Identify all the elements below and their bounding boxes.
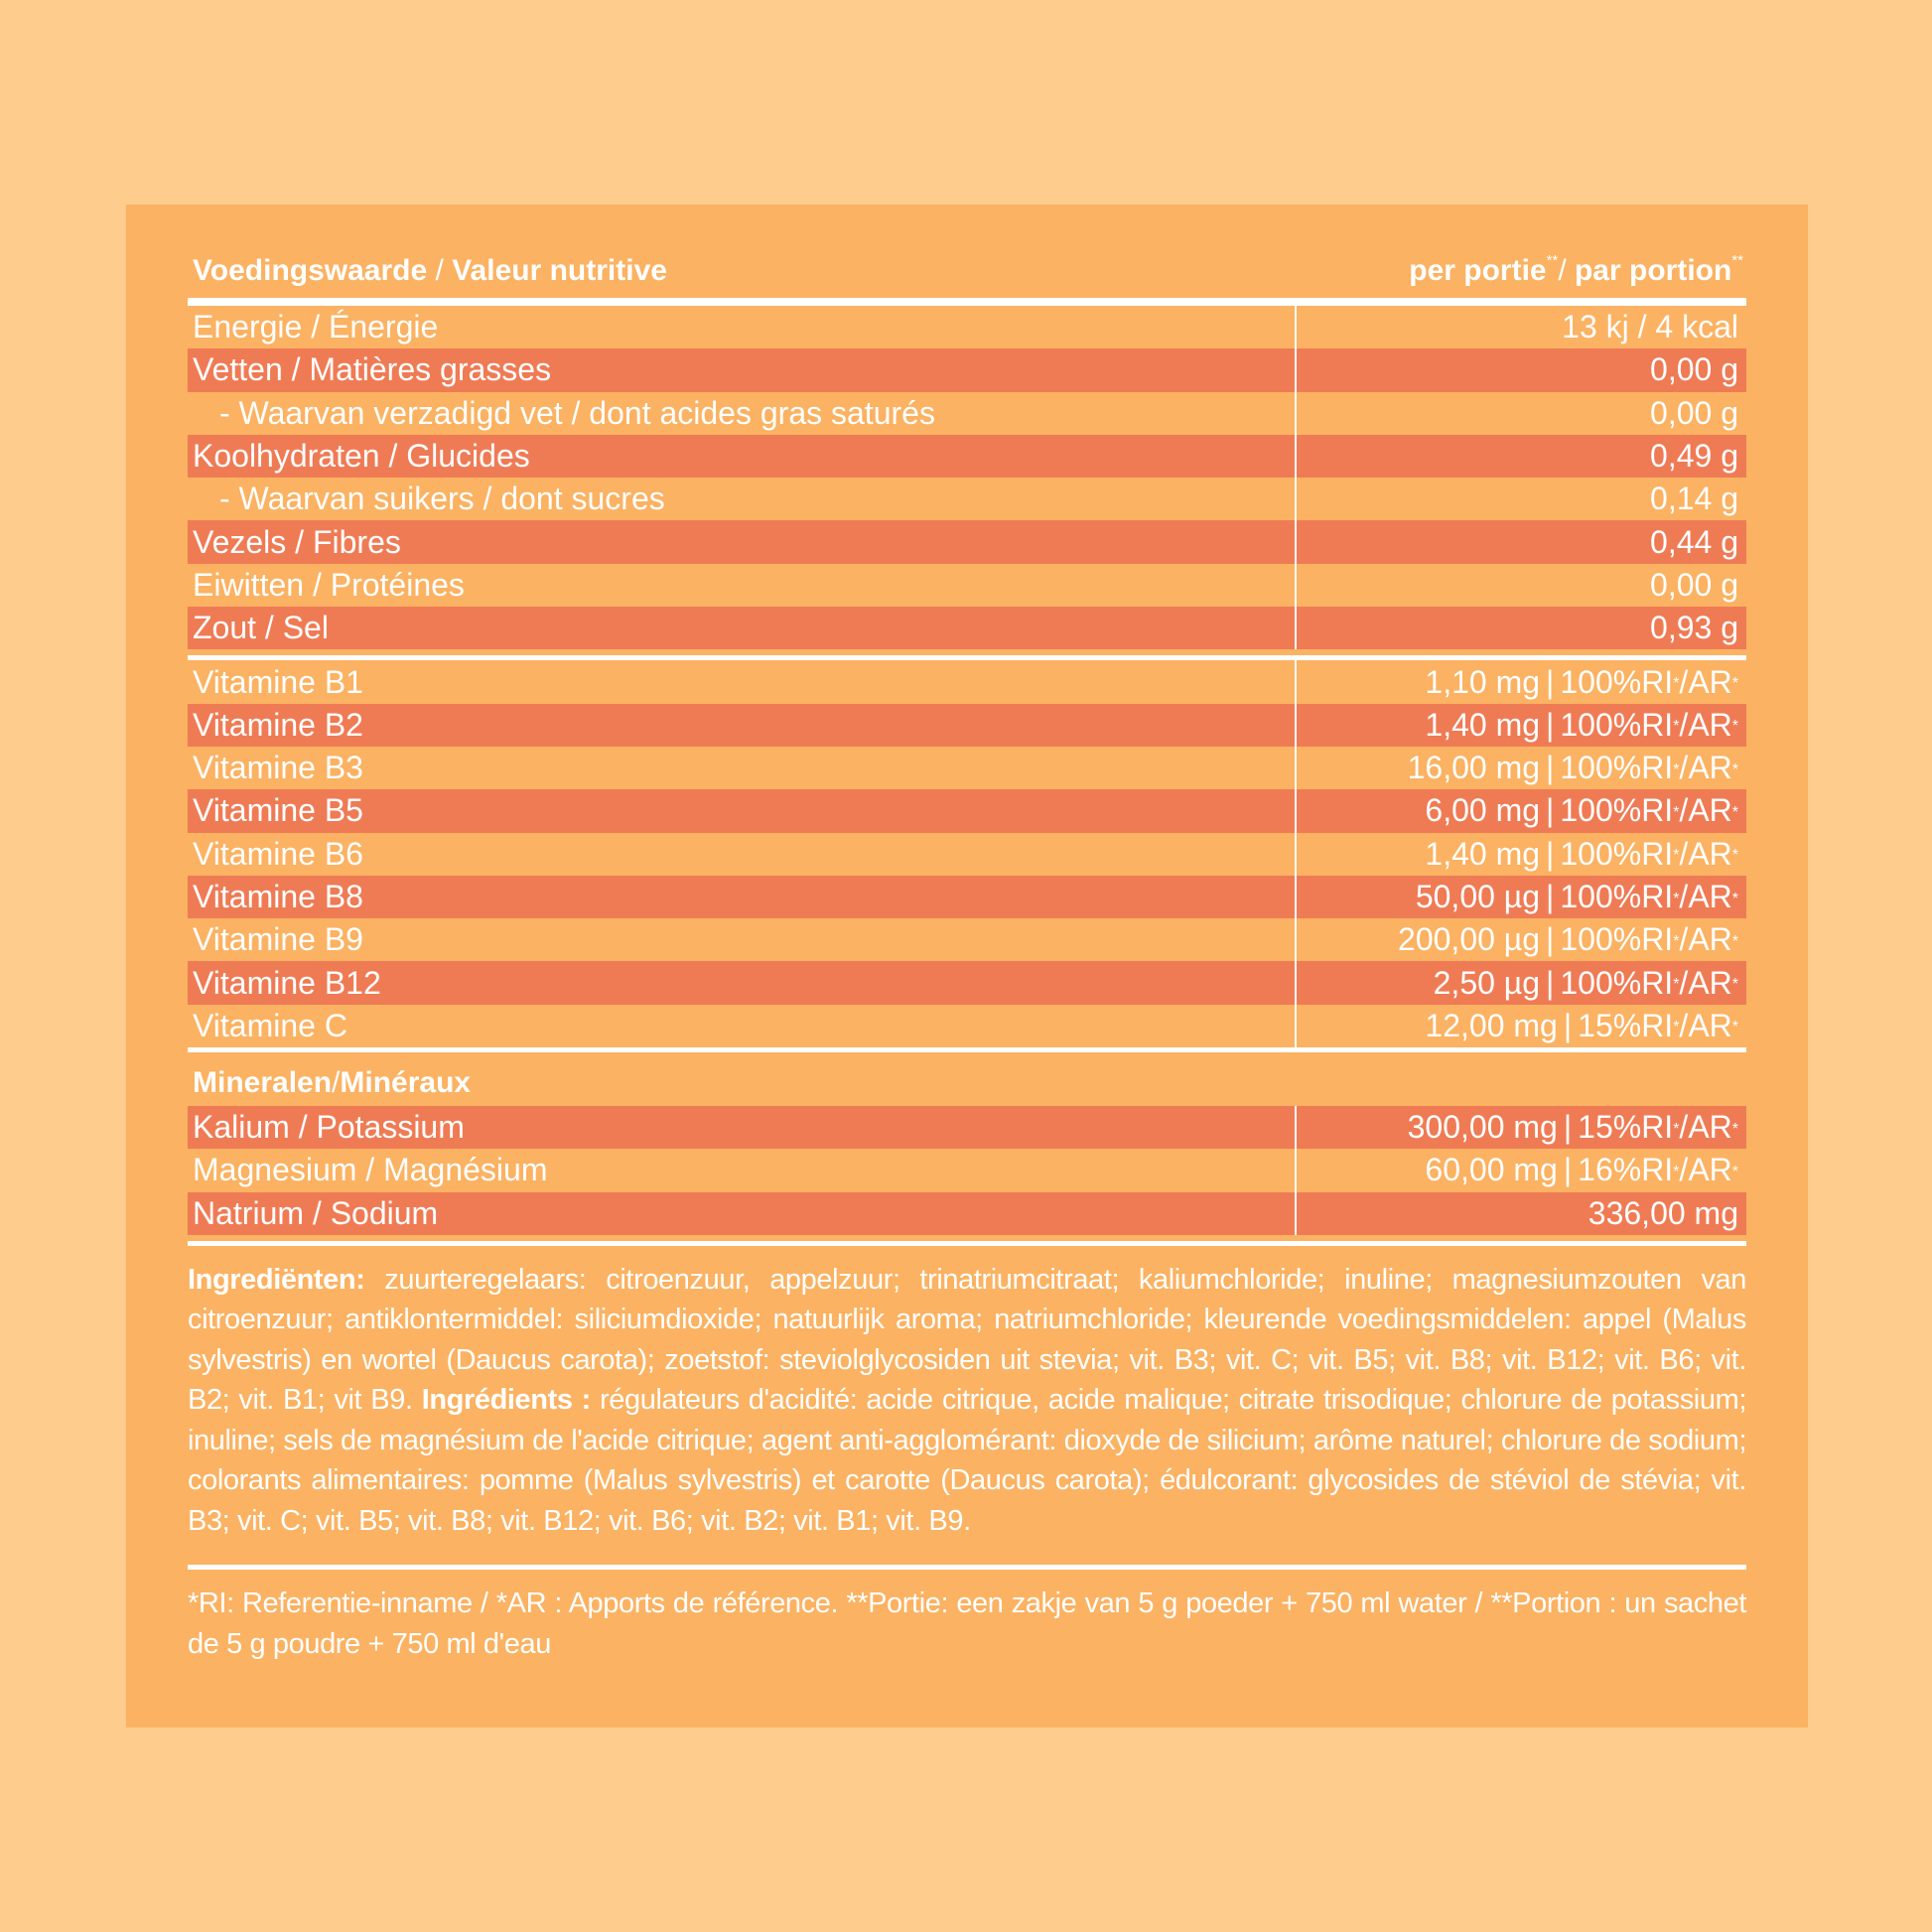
mineral-row <box>188 1149 1746 1191</box>
nutrition-value: 0,00 g <box>1295 392 1746 435</box>
vitamin-label: Vitamine C <box>193 1007 347 1043</box>
vitamin-row <box>188 833 1746 876</box>
ingredients-label-nl: Ingrediënten: <box>188 1263 365 1296</box>
ri-label: RI <box>1641 1152 1674 1188</box>
mineral-rows <box>188 1106 1746 1235</box>
vitamin-row <box>188 704 1746 747</box>
nutrition-panel <box>126 205 1808 1727</box>
value-separator: | <box>1546 964 1555 1001</box>
minerals-title-nl: Mineralen <box>193 1066 333 1100</box>
ri-percent: 100% <box>1560 706 1642 743</box>
nutrition-label: Vetten / Matières grasses <box>193 351 552 388</box>
nutrition-label: Zout / Sel <box>193 610 329 646</box>
ar-star: * <box>1731 675 1738 693</box>
nutrition-row <box>188 564 1746 607</box>
vitamin-label: Vitamine B5 <box>193 792 363 829</box>
nutrition-row <box>188 392 1746 435</box>
minerals-title-sep: / <box>332 1066 341 1100</box>
value-cell <box>1295 660 1746 703</box>
mineral-label: Magnesium / Magnésium <box>193 1152 548 1188</box>
ingredients-text <box>188 1260 1746 1542</box>
ri-label: RI <box>1641 879 1674 914</box>
value-separator: | <box>1546 879 1555 914</box>
nutrition-rows <box>188 306 1746 649</box>
nutrition-row <box>188 607 1746 649</box>
vitamin-row <box>188 789 1746 832</box>
mineral-label: Natrium / Sodium <box>193 1194 439 1231</box>
amount: 1,40 mg <box>1425 706 1541 743</box>
value-separator: | <box>1563 1109 1573 1146</box>
ri-percent: 100% <box>1560 921 1642 958</box>
value-separator: | <box>1546 750 1555 786</box>
ri-percent: 100% <box>1560 750 1642 786</box>
nutrition-value: 0,00 g <box>1295 348 1746 391</box>
amount: 200,00 µg <box>1398 921 1541 958</box>
nutrition-row <box>188 306 1746 348</box>
ar-label: /AR <box>1679 792 1732 829</box>
ri-label: RI <box>1641 921 1674 958</box>
nutrition-label: Eiwitten / Protéines <box>193 566 465 603</box>
ar-star: * <box>1731 1019 1738 1036</box>
nutrition-label: - Waarvan suikers / dont sucres <box>219 481 665 517</box>
vitamin-label: Vitamine B8 <box>193 879 363 914</box>
amount: 2,50 µg <box>1433 964 1541 1001</box>
ingredients-rule <box>188 1565 1746 1570</box>
mineral-label: Kalium / Potassium <box>193 1109 465 1146</box>
ar-label: /AR <box>1679 1109 1732 1146</box>
ri-percent: 100% <box>1560 964 1642 1001</box>
value-cell <box>1295 1192 1746 1235</box>
value-separator: | <box>1563 1152 1573 1188</box>
ar-star: * <box>1731 760 1738 778</box>
ri-percent: 16% <box>1578 1152 1642 1188</box>
nutrition-value: 13 kj / 4 kcal <box>1295 306 1746 348</box>
ingredients-text-nl: zuurteregelaars: citroenzuur, appelzuur; trinatriumcitraat; kaliumchloride; inuline; magnesiumzouten van citroenzuur; antiklontermiddel: siliciumdioxide; natuurlijk aroma; natriumchloride; kleurende voedingsmiddelen: appel (Malus sylvestris) en wortel (Daucus carota); zoetstof: steviolglycosiden uit stevia; vit. B3; vit. C; vit. B5; vit. B8; vit. B12; vit. B6; vit. B2; vit. B1; vit B9. <box>188 1263 1746 1417</box>
vitamin-label: Vitamine B12 <box>193 964 381 1001</box>
value-separator: | <box>1546 835 1555 872</box>
nutrition-row <box>188 348 1746 391</box>
amount: 1,10 mg <box>1425 663 1541 700</box>
amount: 300,00 mg <box>1407 1109 1558 1146</box>
ri-label: RI <box>1641 792 1674 829</box>
ri-percent: 15% <box>1578 1109 1642 1146</box>
ar-star: * <box>1731 718 1738 736</box>
ri-label: RI <box>1641 1007 1674 1043</box>
ar-label: /AR <box>1679 663 1732 700</box>
vitamin-row <box>188 918 1746 961</box>
vitamin-label: Vitamine B2 <box>193 706 363 743</box>
value-cell <box>1295 876 1746 918</box>
nutrition-value: 0,00 g <box>1295 564 1746 607</box>
ri-star: * <box>1673 760 1680 778</box>
amount: 1,40 mg <box>1425 835 1541 872</box>
ri-star: * <box>1673 1019 1680 1036</box>
ingredients-text-fr: régulateurs d'acidité: acide citrique, acide malique; citrate trisodique; chlorure de potassium; inuline; sels de magnésium de l'acide citrique; agent anti-agglomérant: dioxyde de silicium; arôme naturel; chlorure de sodium; colorants alimentaires: pomme (Malus sylvestris) et carotte (Daucus carota); édulcorant: glycosides de stéviol de stévia; vit. B3; vit. C; vit. B5; vit. B8; vit. B12; vit. B6; vit. B2; vit. B1; vit. B9. <box>188 1384 1746 1537</box>
ar-label: /AR <box>1679 964 1732 1001</box>
ri-star: * <box>1673 976 1680 994</box>
minerals-title <box>188 1052 1746 1106</box>
ri-percent: 100% <box>1560 792 1642 829</box>
nutrition-label: Vezels / Fibres <box>193 523 401 560</box>
header-per-fr: par portion <box>1574 254 1732 287</box>
mineral-row <box>188 1192 1746 1235</box>
ri-star: * <box>1673 803 1680 821</box>
amount: 50,00 µg <box>1415 879 1541 914</box>
vitamin-row <box>188 1005 1746 1047</box>
value-cell <box>1295 704 1746 747</box>
nutrition-table <box>188 244 1746 1664</box>
value-separator: | <box>1546 663 1555 700</box>
ri-star: * <box>1673 847 1680 865</box>
ri-percent: 100% <box>1560 835 1642 872</box>
ri-star: * <box>1673 675 1680 693</box>
amount: 60,00 mg <box>1425 1152 1558 1188</box>
header-rule <box>188 298 1746 306</box>
ar-star: * <box>1731 932 1738 950</box>
value-cell <box>1295 747 1746 789</box>
ar-label: /AR <box>1679 835 1732 872</box>
value-separator: | <box>1546 792 1555 829</box>
ingredients-label-fr: Ingrédients : <box>421 1384 591 1417</box>
nutrition-row <box>188 520 1746 563</box>
ar-star: * <box>1731 847 1738 865</box>
value-separator: | <box>1546 921 1555 958</box>
ri-star: * <box>1673 1163 1680 1180</box>
vitamin-row <box>188 961 1746 1004</box>
value-cell <box>1295 918 1746 961</box>
header-per-portion <box>1409 254 1743 288</box>
ar-label: /AR <box>1679 879 1732 914</box>
nutrition-value: 0,44 g <box>1295 520 1746 563</box>
amount: 12,00 mg <box>1425 1007 1558 1043</box>
value-separator: | <box>1563 1007 1573 1043</box>
value-cell <box>1295 1149 1746 1191</box>
value-separator: | <box>1546 706 1555 743</box>
ri-label: RI <box>1641 663 1674 700</box>
header-title-fr: Valeur nutritive <box>452 254 667 287</box>
header-per-slash: / <box>1558 254 1575 287</box>
ar-label: /AR <box>1679 1007 1732 1043</box>
nutrition-label: - Waarvan verzadigd vet / dont acides gras saturés <box>219 394 935 431</box>
value-cell <box>1295 1106 1746 1149</box>
vitamin-row <box>188 876 1746 918</box>
header-per-sup: ** <box>1546 252 1559 269</box>
footnote: *RI: Referentie-inname / *AR : Apports de référence. **Portie: een zakje van 5 g poeder + 750 ml water / **Portion : un sachet de 5 g poudre + 750 ml d'eau <box>188 1587 1746 1660</box>
nutrition-value: 0,93 g <box>1295 607 1746 649</box>
vitamin-rows <box>188 660 1746 1047</box>
vitamin-row <box>188 660 1746 703</box>
ri-label: RI <box>1641 835 1674 872</box>
value-cell <box>1295 833 1746 876</box>
ar-star: * <box>1731 976 1738 994</box>
minerals-title-fr: Minéraux <box>340 1066 472 1100</box>
ri-label: RI <box>1641 750 1674 786</box>
nutrition-value: 0,14 g <box>1295 478 1746 520</box>
ri-percent: 100% <box>1560 879 1642 914</box>
mineral-row <box>188 1106 1746 1149</box>
amount: 336,00 mg <box>1587 1194 1738 1231</box>
value-cell <box>1295 1005 1746 1047</box>
ar-label: /AR <box>1679 921 1732 958</box>
ar-label: /AR <box>1679 750 1732 786</box>
ar-label: /AR <box>1679 1152 1732 1188</box>
header-title-nl: Voedingswaarde <box>193 254 428 287</box>
vitamin-label: Vitamine B9 <box>193 921 363 958</box>
ar-star: * <box>1731 1163 1738 1180</box>
ar-star: * <box>1731 803 1738 821</box>
header-title <box>193 254 667 288</box>
vitamin-row <box>188 747 1746 789</box>
ri-star: * <box>1673 1120 1680 1138</box>
ar-star: * <box>1731 890 1738 907</box>
header-title-sep: / <box>427 254 453 287</box>
nutrition-row <box>188 435 1746 478</box>
value-cell <box>1295 961 1746 1004</box>
ri-label: RI <box>1641 1109 1674 1146</box>
ri-label: RI <box>1641 706 1674 743</box>
ri-percent: 100% <box>1560 663 1642 700</box>
vitamin-label: Vitamine B1 <box>193 663 363 700</box>
ri-star: * <box>1673 890 1680 907</box>
ri-label: RI <box>1641 964 1674 1001</box>
header-per-nl: per portie <box>1409 254 1547 287</box>
nutrition-label: Koolhydraten / Glucides <box>193 438 530 475</box>
amount: 6,00 mg <box>1425 792 1541 829</box>
ri-star: * <box>1673 932 1680 950</box>
nutrition-label: Energie / Énergie <box>193 309 439 345</box>
nutrition-row <box>188 478 1746 520</box>
ri-star: * <box>1673 718 1680 736</box>
amount: 16,00 mg <box>1407 750 1541 786</box>
vitamin-label: Vitamine B3 <box>193 750 363 786</box>
table-header <box>188 244 1746 298</box>
ar-label: /AR <box>1679 706 1732 743</box>
vitamin-label: Vitamine B6 <box>193 835 363 872</box>
nutrition-value: 0,49 g <box>1295 435 1746 478</box>
value-cell <box>1295 789 1746 832</box>
ri-percent: 15% <box>1578 1007 1642 1043</box>
minerals-rule <box>188 1241 1746 1246</box>
header-per-fr-sup: ** <box>1731 252 1743 269</box>
ar-star: * <box>1731 1120 1738 1138</box>
